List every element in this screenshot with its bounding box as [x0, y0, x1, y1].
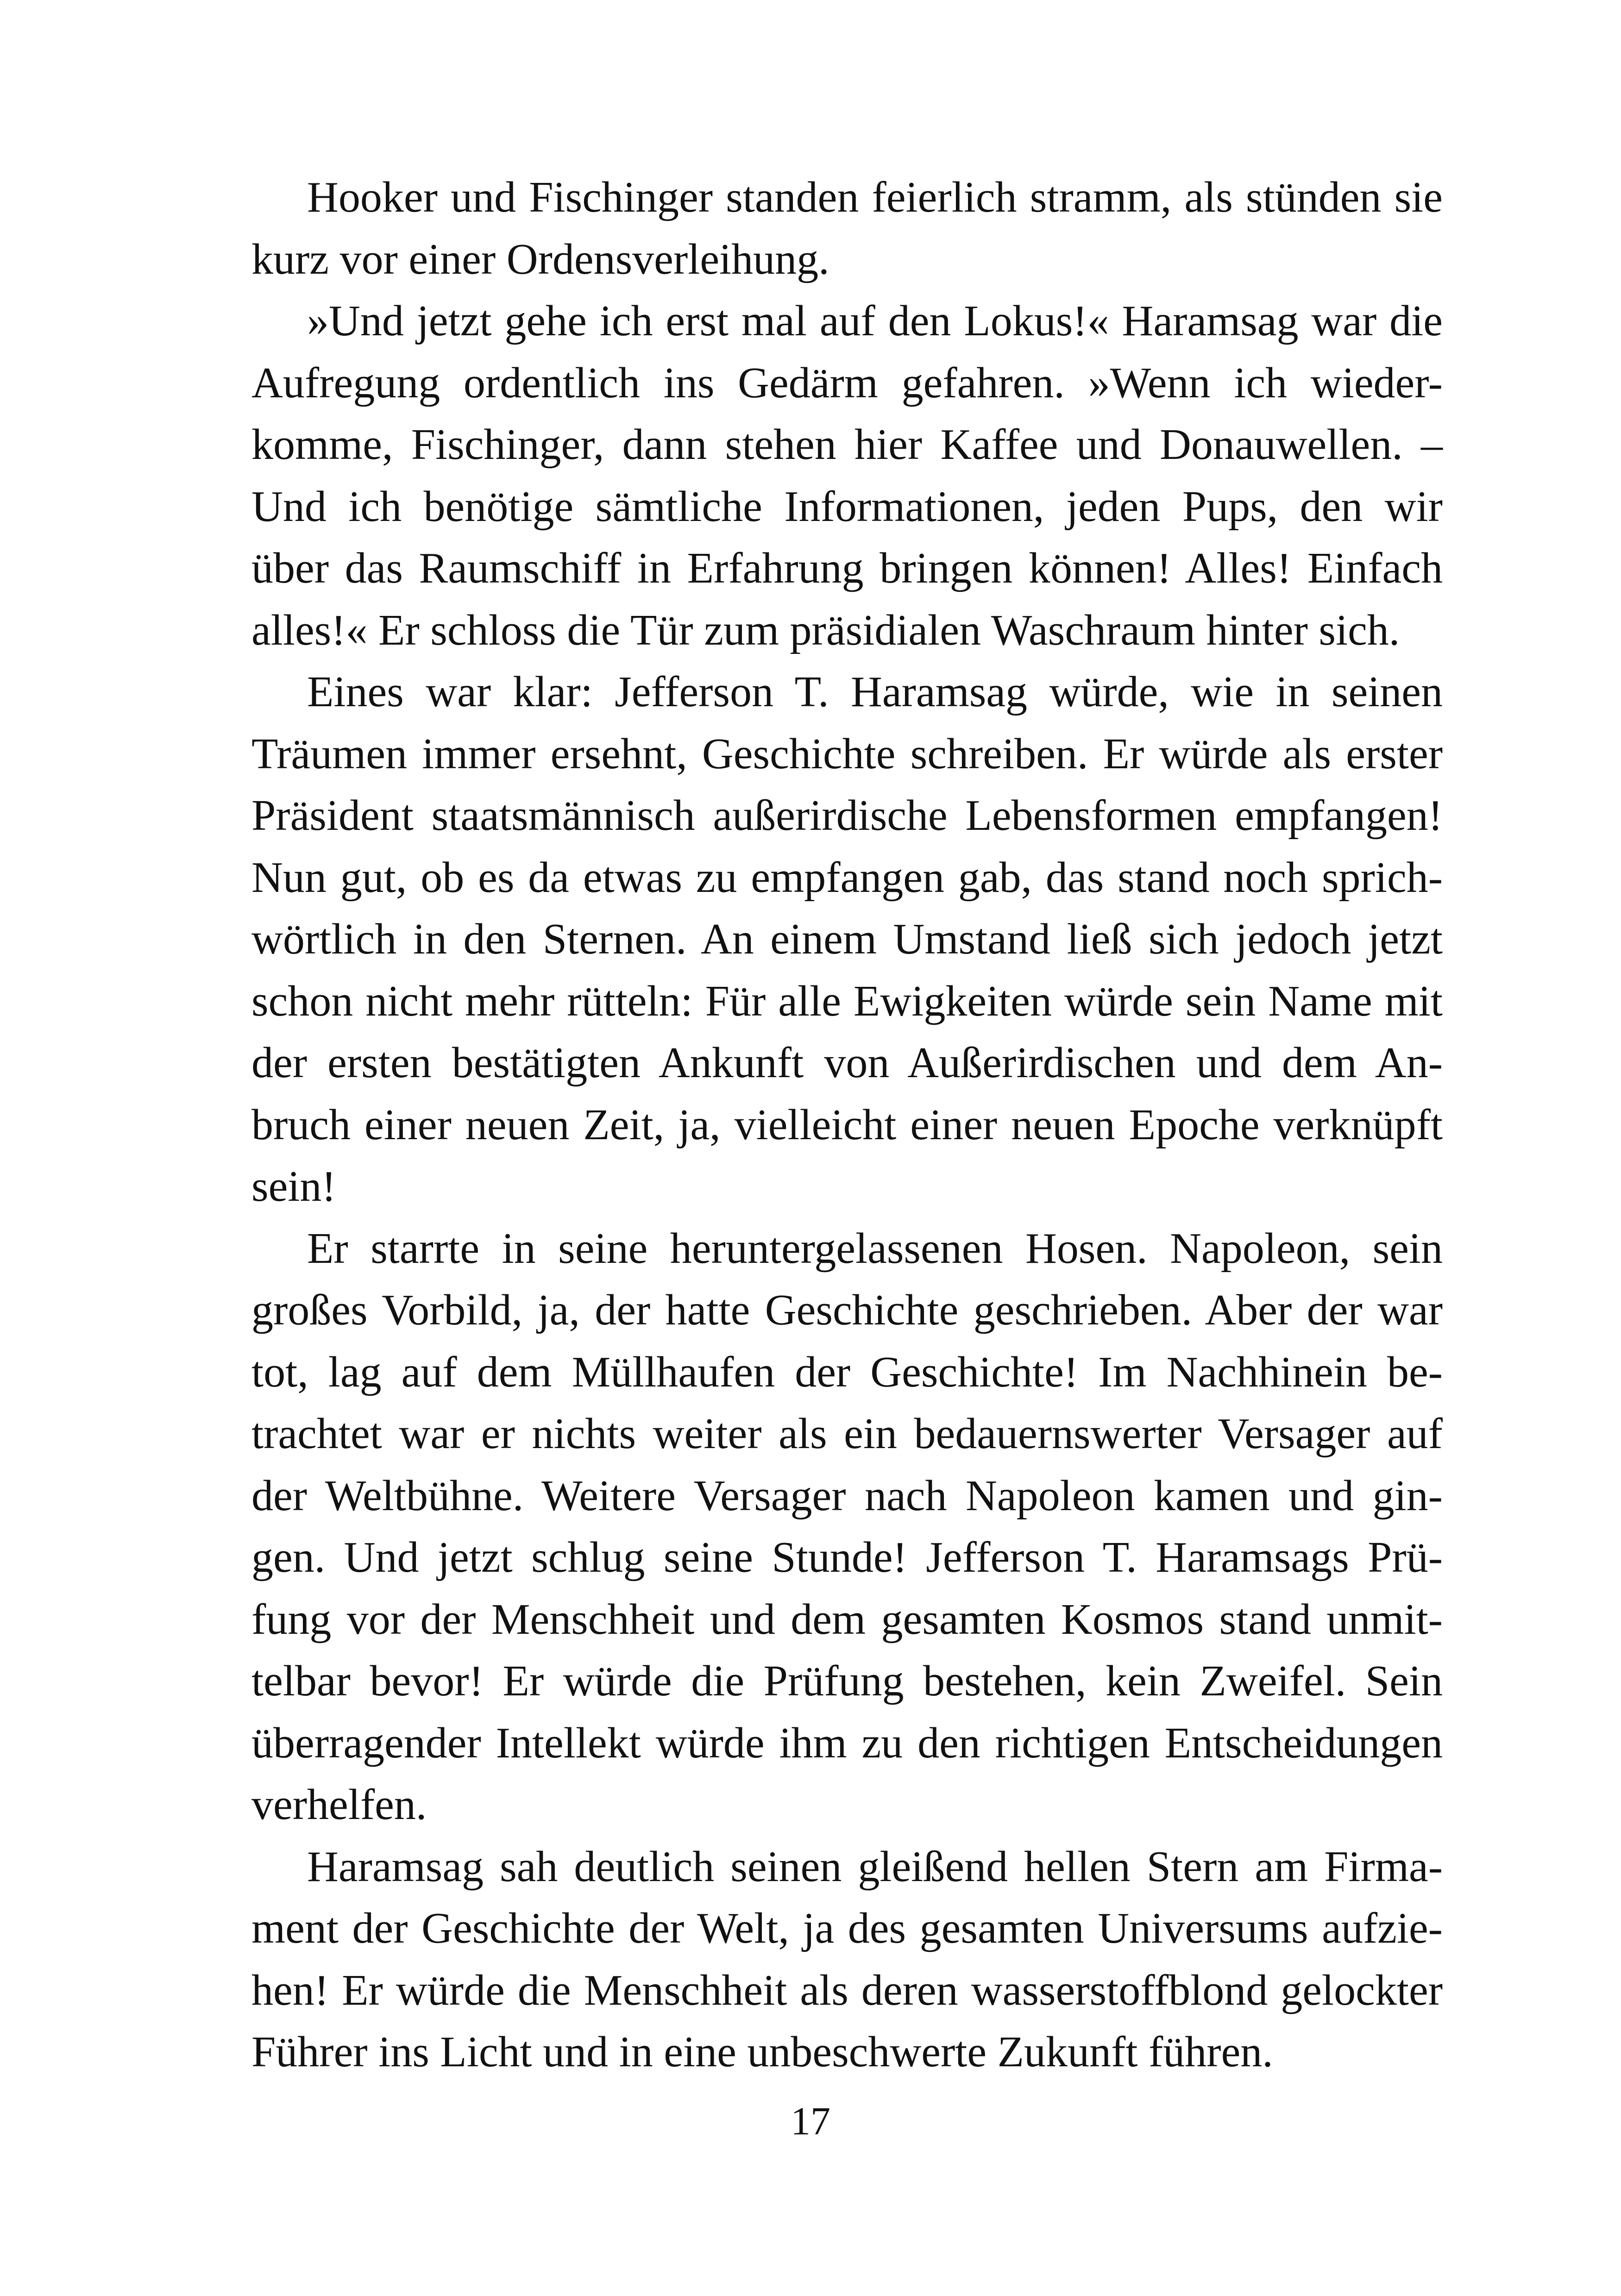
text-line: Nun gut, ob es da etwas zu empfangen gab, das stand noch sprich- — [251, 853, 1443, 902]
text-line: wörtlich in den Sternen. An einem Umstand ließ sich jedoch jetzt — [251, 915, 1443, 963]
text-line: großes Vorbild, ja, der hatte Geschichte geschrieben. Aber der war — [251, 1286, 1443, 1334]
text-line: Eines war klar: Jefferson T. Haramsag würde, wie in seinen — [307, 668, 1443, 716]
text-line: hen! Er würde die Menschheit als deren wasserstoffblond gelockter — [251, 1966, 1443, 2014]
text-line: kurz vor einer Ordensverleihung. — [251, 235, 829, 283]
text-line: Führer ins Licht und in eine unbeschwerte Zukunft führen. — [251, 2028, 1273, 2076]
text-line: sein! — [251, 1162, 336, 1211]
page-number: 17 — [791, 2099, 830, 2143]
paragraph-4 — [196, 1218, 1443, 1836]
text-line: Und ich benötige sämtliche Informationen, jeden Pups, den wir — [251, 482, 1443, 531]
text-line: »Und jetzt gehe ich erst mal auf den Lokus!« Haramsag war die — [307, 297, 1443, 345]
body-text — [196, 167, 1443, 2083]
text-line: trachtet war er nichts weiter als ein bedauernswerter Versager auf — [251, 1410, 1443, 1458]
paragraph-5 — [196, 1836, 1443, 2083]
text-line: Präsident staatsmännisch außerirdische Lebensformen empfangen! — [251, 791, 1443, 840]
text-line: telbar bevor! Er würde die Prüfung bestehen, kein Zweifel. Sein — [251, 1657, 1443, 1705]
text-line: alles!« Er schloss die Tür zum präsidialen Waschraum hinter sich. — [251, 606, 1400, 654]
text-line: gen. Und jetzt schlug seine Stunde! Jefferson T. Haramsags Prü- — [251, 1533, 1443, 1581]
text-line: bruch einer neuen Zeit, ja, vielleicht einer neuen Epoche verknüpft — [251, 1100, 1443, 1149]
text-line: schon nicht mehr rütteln: Für alle Ewigkeiten würde sein Name mit — [251, 977, 1443, 1025]
paragraph-3 — [196, 661, 1443, 1218]
text-line: tot, lag auf dem Müllhaufen der Geschichte! Im Nachhinein be- — [251, 1348, 1443, 1396]
text-line: Er starrte in seine heruntergelassenen Hosen. Napoleon, sein — [307, 1224, 1443, 1273]
text-line: der Weltbühne. Weitere Versager nach Napoleon kamen und gin- — [251, 1471, 1443, 1520]
text-line: verhelfen. — [251, 1781, 427, 1829]
text-line: Aufregung ordentlich ins Gedärm gefahren. »Wenn ich wieder- — [251, 358, 1443, 407]
text-line: Träumen immer ersehnt, Geschichte schreiben. Er würde als erster — [251, 729, 1443, 778]
text-line: Haramsag sah deutlich seinen gleißend hellen Stern am Firma- — [307, 1842, 1443, 1891]
paragraph-2 — [196, 290, 1443, 661]
text-line: ment der Geschichte der Welt, ja des gesamten Universums aufzie- — [251, 1904, 1443, 1952]
text-line: fung vor der Menschheit und dem gesamten Kosmos stand unmit- — [251, 1595, 1443, 1644]
text-line: über das Raumschiff in Erfahrung bringen können! Alles! Einfach — [251, 544, 1443, 592]
text-line: der ersten bestätigten Ankunft von Außerirdischen und dem An- — [251, 1039, 1443, 1087]
text-line: Hooker und Fischinger standen feierlich stramm, als stünden sie — [307, 173, 1443, 221]
paragraph-1 — [196, 167, 1443, 290]
text-line: überragender Intellekt würde ihm zu den richtigen Entscheidungen — [251, 1719, 1443, 1767]
text-line: komme, Fischinger, dann stehen hier Kaffee und Donauwellen. – — [251, 420, 1443, 469]
